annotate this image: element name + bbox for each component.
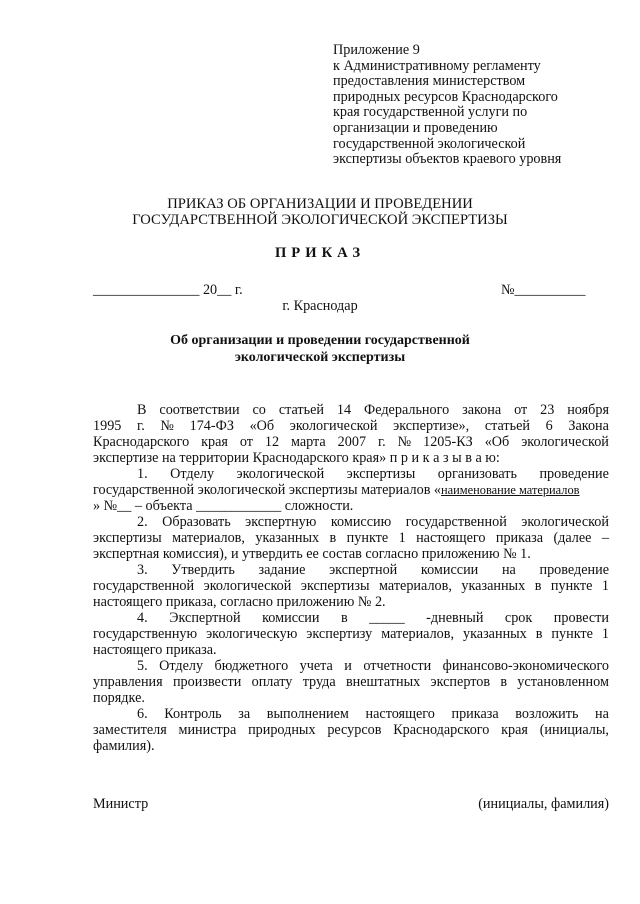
word: комиссии xyxy=(262,610,320,626)
word: экспертизу xyxy=(306,626,373,642)
word: – xyxy=(601,530,609,546)
word: внештатных xyxy=(345,674,421,690)
word: провести xyxy=(553,610,609,626)
word: Экспертной xyxy=(169,610,241,626)
word: учета xyxy=(299,658,333,674)
word: 1. xyxy=(137,466,148,482)
word: экспертную xyxy=(245,514,317,530)
item-5-line-3: порядке. xyxy=(93,690,145,706)
word: 1 xyxy=(601,578,609,594)
appendix-line: Приложение 9 xyxy=(333,42,420,58)
word: «Об xyxy=(484,434,510,450)
word: задание xyxy=(258,562,306,578)
word: управления xyxy=(93,674,163,690)
item-4-line-3: настоящего приказа. xyxy=(93,642,217,658)
word: государственной xyxy=(405,514,507,530)
word: (далее xyxy=(553,530,592,546)
appendix-line: природных ресурсов Краснодарского xyxy=(333,88,558,105)
word: экспертной xyxy=(329,562,398,578)
word: 12 xyxy=(264,434,280,450)
item-2-line-2 xyxy=(93,531,609,547)
word: на xyxy=(501,562,516,578)
word: края xyxy=(201,434,228,450)
word: материалов, xyxy=(381,626,455,642)
word: на xyxy=(595,706,609,722)
word: соответствии xyxy=(159,402,240,418)
item-2-line-1 xyxy=(137,515,609,531)
word: в xyxy=(500,674,508,690)
word: пункте xyxy=(550,578,593,594)
word: пункте xyxy=(551,626,593,642)
word: экспертизе», xyxy=(393,418,470,434)
word: настоящего xyxy=(365,706,435,722)
word: финансово-экономического xyxy=(442,658,609,674)
word: указанных xyxy=(461,578,526,594)
word: экологической xyxy=(521,514,609,530)
word: ресурсов xyxy=(327,722,382,738)
word: труда xyxy=(302,674,336,690)
word: бюджетного xyxy=(214,658,289,674)
word: министра xyxy=(178,722,237,738)
word: в xyxy=(329,530,337,546)
item-6-line-1 xyxy=(137,707,609,723)
item-6-line-3: фамилия). xyxy=(93,738,155,754)
item-1-line-3: » №__ – объекта ____________ сложности. xyxy=(93,498,354,514)
word: 23 xyxy=(540,402,555,418)
word: «Об xyxy=(249,418,275,434)
word: Краснодарского xyxy=(93,434,190,450)
word: экспертизы xyxy=(300,578,370,594)
word: природных xyxy=(248,722,316,738)
word: статьей xyxy=(484,418,530,434)
word: в xyxy=(534,578,542,594)
item-5-line-1 xyxy=(137,659,609,675)
item-4-line-2 xyxy=(93,627,609,643)
word: экспертизы xyxy=(346,466,416,482)
appendix-block xyxy=(333,43,603,168)
item-5-line-2 xyxy=(93,675,609,691)
city: г. Краснодар xyxy=(282,298,358,314)
word: Федерального xyxy=(364,402,450,418)
word: приказа xyxy=(451,706,499,722)
word: государственную xyxy=(93,626,198,642)
word: Отделу xyxy=(170,466,215,482)
word: произвести xyxy=(172,674,242,690)
intro-line-4: экспертизе на территории Краснодарского края» п р и к а з ы в а ю: xyxy=(93,450,500,466)
appendix-line: государственной экологической xyxy=(333,135,526,152)
appendix-line: к Административному регламенту xyxy=(333,57,541,74)
word: экологической xyxy=(236,466,325,482)
word: пункте xyxy=(346,530,389,546)
word: комиссию xyxy=(330,514,392,530)
word: экологической xyxy=(203,578,292,594)
word: указанных xyxy=(463,626,527,642)
word: выполнением xyxy=(266,706,349,722)
word: комиссии xyxy=(420,562,479,578)
item-3-line-3: настоящего приказа, согласно приложению № 2. xyxy=(93,594,386,610)
word: срок xyxy=(504,610,533,626)
word: возложить xyxy=(515,706,579,722)
word: Контроль xyxy=(164,706,222,722)
appendix-line: предоставления министерством xyxy=(333,73,526,90)
appendix-line: края государственной услуги по xyxy=(333,104,528,121)
date-placeholder: _______________ 20__ г. xyxy=(93,282,243,298)
word: (инициалы, xyxy=(539,722,609,738)
order-heading: ПРИКАЗ xyxy=(274,245,366,261)
item-2-line-3: экспертная комиссия), и утвердить ее состав согласно приложению № 1. xyxy=(93,546,531,562)
word: Отделу xyxy=(159,658,204,674)
word: 5. xyxy=(137,658,148,674)
word: г. xyxy=(137,418,145,434)
number-placeholder: №__________ xyxy=(501,282,586,298)
item-3-line-1 xyxy=(137,563,609,579)
word: 1995 xyxy=(93,418,122,434)
word: Краснодарского xyxy=(393,722,490,738)
word: от xyxy=(514,402,528,418)
document-title-line-2: ГОСУДАРСТВЕННОЙ ЭКОЛОГИЧЕСКОЙ ЭКСПЕРТИЗЫ xyxy=(132,212,508,228)
word: оплату xyxy=(251,674,293,690)
word: от xyxy=(239,434,253,450)
word: статьей xyxy=(278,402,324,418)
intro-line-2 xyxy=(93,419,609,435)
item-6-line-2 xyxy=(93,723,609,739)
word: -дневный xyxy=(426,610,484,626)
word: установленном xyxy=(517,674,609,690)
appendix-line: экспертизы объектов краевого уровня xyxy=(333,151,562,168)
word: № xyxy=(160,418,174,434)
word: в xyxy=(535,626,543,642)
document-title-line-1: ПРИКАЗ ОБ ОРГАНИЗАЦИИ И ПРОВЕДЕНИИ xyxy=(167,196,473,212)
word: В xyxy=(137,402,147,418)
word: г. xyxy=(377,434,386,450)
word: отчетности xyxy=(363,658,432,674)
word: и xyxy=(344,658,352,674)
word: материалов, xyxy=(172,530,245,546)
intro-line-3 xyxy=(93,435,609,451)
subject-line-1: Об организации и проведении государственной xyxy=(170,333,470,348)
item-1-line-1 xyxy=(137,467,609,483)
word: 1205-КЗ xyxy=(423,434,473,450)
word: 4. xyxy=(137,610,148,626)
word: 2. xyxy=(137,514,148,530)
signature-name-placeholder: (инициалы, фамилия) xyxy=(478,796,609,812)
word: Утвердить xyxy=(171,562,235,578)
word: 14 xyxy=(336,402,352,418)
word: экологической xyxy=(521,434,609,450)
word: государственной xyxy=(93,578,195,594)
materials-name-field: наименование материалов xyxy=(441,483,580,497)
word: 6. xyxy=(137,706,148,722)
word: 6 xyxy=(545,418,553,434)
appendix-line: организации и проведению xyxy=(333,119,498,136)
word: закона xyxy=(462,402,502,418)
word: марта xyxy=(290,434,326,450)
word: 2007 xyxy=(337,434,367,450)
word: указанных xyxy=(255,530,320,546)
item-1-text: государственной экологической экспертизы материалов « xyxy=(93,482,442,498)
item-4-line-1 xyxy=(137,611,609,627)
word: экспертов xyxy=(430,674,491,690)
word: материалов, xyxy=(379,578,452,594)
word: экспертизы xyxy=(93,530,162,546)
word: проведение xyxy=(539,562,609,578)
word: 3. xyxy=(137,562,148,578)
signature-position: Министр xyxy=(93,796,149,812)
word: экологическую xyxy=(206,626,298,642)
word: _____ xyxy=(369,610,405,626)
word: 1 xyxy=(398,530,406,546)
word: 1 xyxy=(601,626,609,642)
item-1-line-2 xyxy=(93,483,580,499)
subject-line-2: экологической экспертизы xyxy=(234,350,406,365)
word: края xyxy=(501,722,528,738)
word: организовать xyxy=(437,466,517,482)
word: проведение xyxy=(539,466,609,482)
word: заместителя xyxy=(93,722,167,738)
word: приказа xyxy=(495,530,544,546)
word: настоящего xyxy=(416,530,486,546)
word: за xyxy=(238,706,251,722)
word: Образовать xyxy=(162,514,231,530)
word: Закона xyxy=(568,418,609,434)
word: ноября xyxy=(567,402,609,418)
word: со xyxy=(252,402,266,418)
word: 174-ФЗ xyxy=(189,418,234,434)
intro-line-1 xyxy=(137,403,609,419)
word: № xyxy=(397,434,412,450)
item-3-line-2 xyxy=(93,579,609,595)
word: экологической xyxy=(289,418,378,434)
word: в xyxy=(340,610,348,626)
